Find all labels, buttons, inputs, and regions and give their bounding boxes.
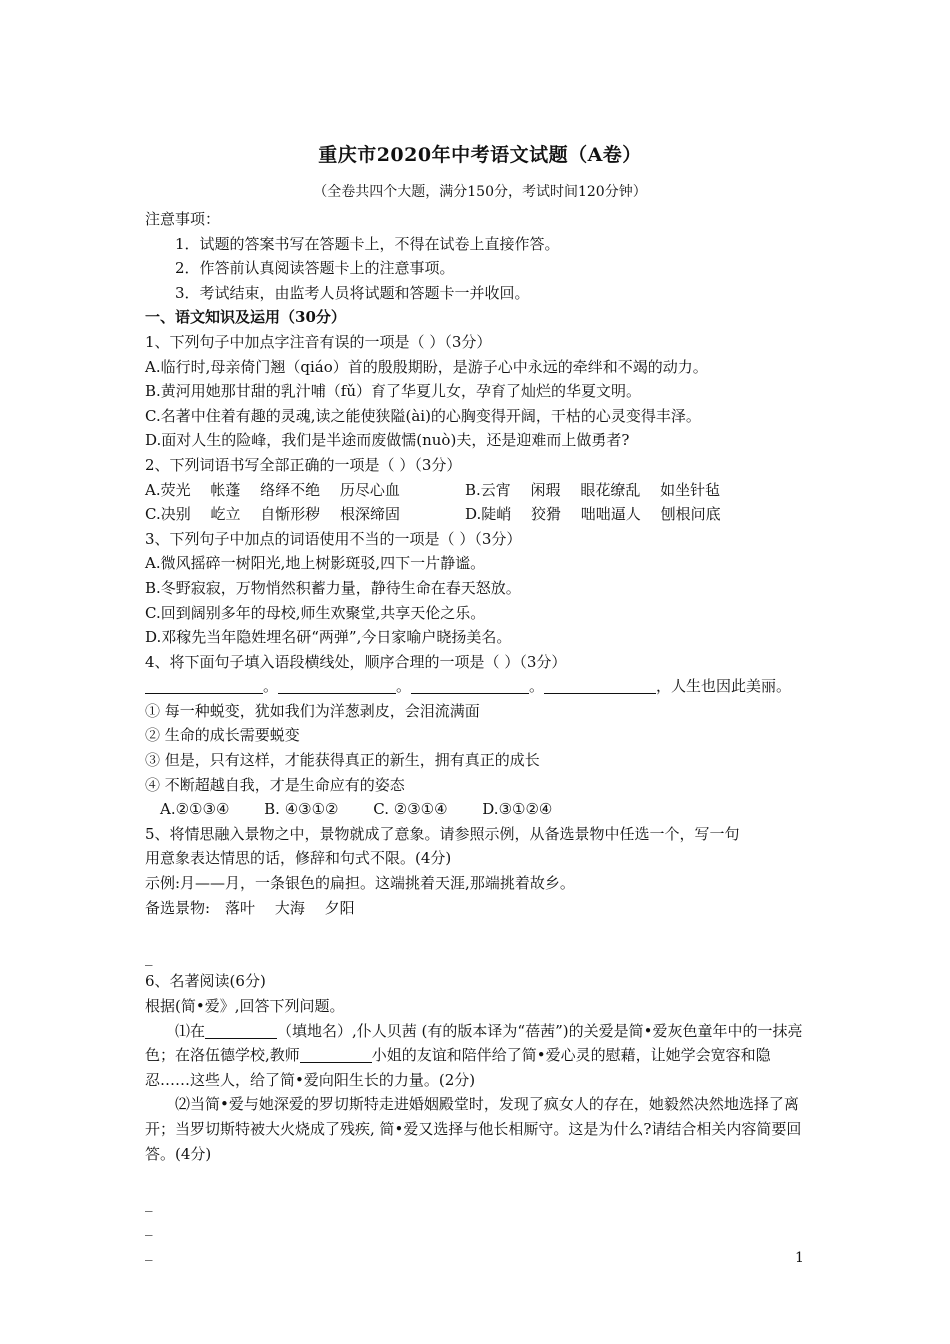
question-option: C.名著中住着有趣的灵魂,读之能使狭隘(ài)的心胸变得开阔，干枯的心灵变得丰泽。 [145,406,701,425]
text-fragment: 小姐的友谊和陪伴给了简•爱心灵的慰藉，让她学会宽容和隐忍……这些人，给了简•爱向阳生长的力量。(2分) [145,1046,771,1089]
question-option: D.面对人生的险峰，我们是半途而废做懦(nuò)夫，还是迎难而上做勇者? [145,431,630,450]
question-choices: A.②①③④ B. ④③①② C. ②③①④ D.③①②④ [160,800,553,819]
sentence-item: ② 生命的成长需要蜕变 [145,726,300,745]
text-fragment: ⑴在 [175,1021,206,1040]
example-text: 示例:月——月，一条银色的扁担。这端挑着天涯,那端挑着故乡。 [145,874,575,893]
sentence-item: ④ 不断超越自我，才是生命应有的姿态 [145,775,405,794]
question-option: A.临行时,母亲倚门翘（qiáo）首的殷殷期盼，是游子心中永远的牵绊和不竭的动力。 [145,357,708,376]
question-option: C.回到阔别多年的母校,师生欢聚堂,共享天伦之乐。 [145,603,486,622]
question-option: D.陡峭 狡猾 咄咄逼人 刨根问底 [465,505,721,524]
question-4-stem: 4、将下面句子填入语段横线处，顺序合理的一项是（ ）（3分） [145,652,567,671]
notice-item: 1．试题的答案书写在答题卡上，不得在试卷上直接作答。 [175,234,560,253]
section-heading: 一、语文知识及运用（30分） [145,308,346,327]
question-option: D.邓稼先当年隐姓埋名研“两弹”,今日家喻户晓扬美名。 [145,628,512,647]
exam-info: （全卷共四个大题，满分150分，考试时间120分钟） [313,184,647,200]
fill-blank-line [145,674,815,699]
answer-blank[interactable] [300,1046,372,1063]
page-title: 重庆市2020年中考语文试题（A卷） [318,144,642,166]
notice-heading: 注意事项： [145,210,221,228]
scenery-options: 备选景物: 落叶 大海 夕阳 [145,898,355,917]
spacer [145,920,815,945]
answer-blank[interactable] [544,677,656,694]
question-3-stem: 3、下列句子中加点的词语使用不当的一项是（ ）（3分） [145,529,522,548]
question-option: A.微风摇碎一树阳光,地上树影斑驳,四下一片静谧。 [145,554,486,573]
sentence-item: ① 每一种蜕变，犹如我们为洋葱剥皮，会泪流满面 [145,701,480,720]
period-mark: 。 [396,677,412,696]
question-option: B.冬野寂寂，万物悄然积蓄力量，静待生命在春天怒放。 [145,578,521,597]
notice-item: 3．考试结束，由监考人员将试题和答题卡一并收回。 [175,283,530,302]
question-6-part-1 [145,1019,815,1093]
question-1-stem: 1、下列句子中加点字注音有误的一项是（ ）（3分） [145,332,492,351]
question-5-stem: 5、将情思融入景物之中，景物就成了意象。请参照示例，从备选景物中任选一个，写一句 [145,824,740,843]
question-option: A.荧光 帐蓬 络绎不绝 历尽心血 [145,480,400,499]
option-row [145,502,815,527]
answer-line[interactable]: _ [145,1193,153,1212]
answer-line[interactable]: _ [145,947,153,966]
blank-tail: ，人生也因此美丽。 [656,677,792,696]
spacer [145,1166,815,1191]
answer-blank[interactable] [145,677,263,694]
answer-line[interactable]: _ [145,1242,153,1261]
period-mark: 。 [263,677,279,696]
text-fragment: （填地名）,仆人贝茜 (有的版本译为“蓓茜”)的关爱是简•爱灰色童年中的一抹亮色；在洛伍德学校,教师 [145,1021,803,1065]
answer-line[interactable]: _ [145,1218,153,1237]
answer-blank[interactable] [411,677,529,694]
answer-blank[interactable] [205,1022,277,1039]
period-mark: 。 [529,677,545,696]
sentence-item: ③ 但是，只有这样，才能获得真正的新生，拥有真正的成长 [145,751,540,770]
answer-blank[interactable] [278,677,396,694]
exam-page [145,130,815,1265]
notice-item: 2．作答前认真阅读答题卡上的注意事项。 [175,259,455,278]
question-option: B.黄河用她那甘甜的乳汁哺（fǔ）育了华夏儿女，孕育了灿烂的华夏文明。 [145,382,642,401]
question-6-part-2: ⑵当简•爱与她深爱的罗切斯特走进婚姻殿堂时，发现了疯女人的存在，她毅然决然地选择了离开；当罗切斯特被大火烧成了残疾, 简•爱又选择与他长相厮守。这是为什么?请结合相关内容简要回答。(4分) [145,1095,802,1163]
question-2-stem: 2、下列词语书写全部正确的一项是（ ）（3分） [145,455,462,474]
page-number: 1 [795,1250,804,1266]
question-option: C.决别 屹立 自惭形秽 根深缔固 [145,505,401,524]
question-6-intro: 根据(简•爱》,回答下列问题。 [145,997,345,1015]
option-row [145,478,815,503]
question-6-stem: 6、名著阅读(6分) [145,972,266,991]
question-option: B.云宵 闲瑕 眼花缭乱 如坐针毡 [465,480,721,499]
question-5-stem-cont: 用意象表达情思的话，修辞和句式不限。(4分) [145,849,452,868]
